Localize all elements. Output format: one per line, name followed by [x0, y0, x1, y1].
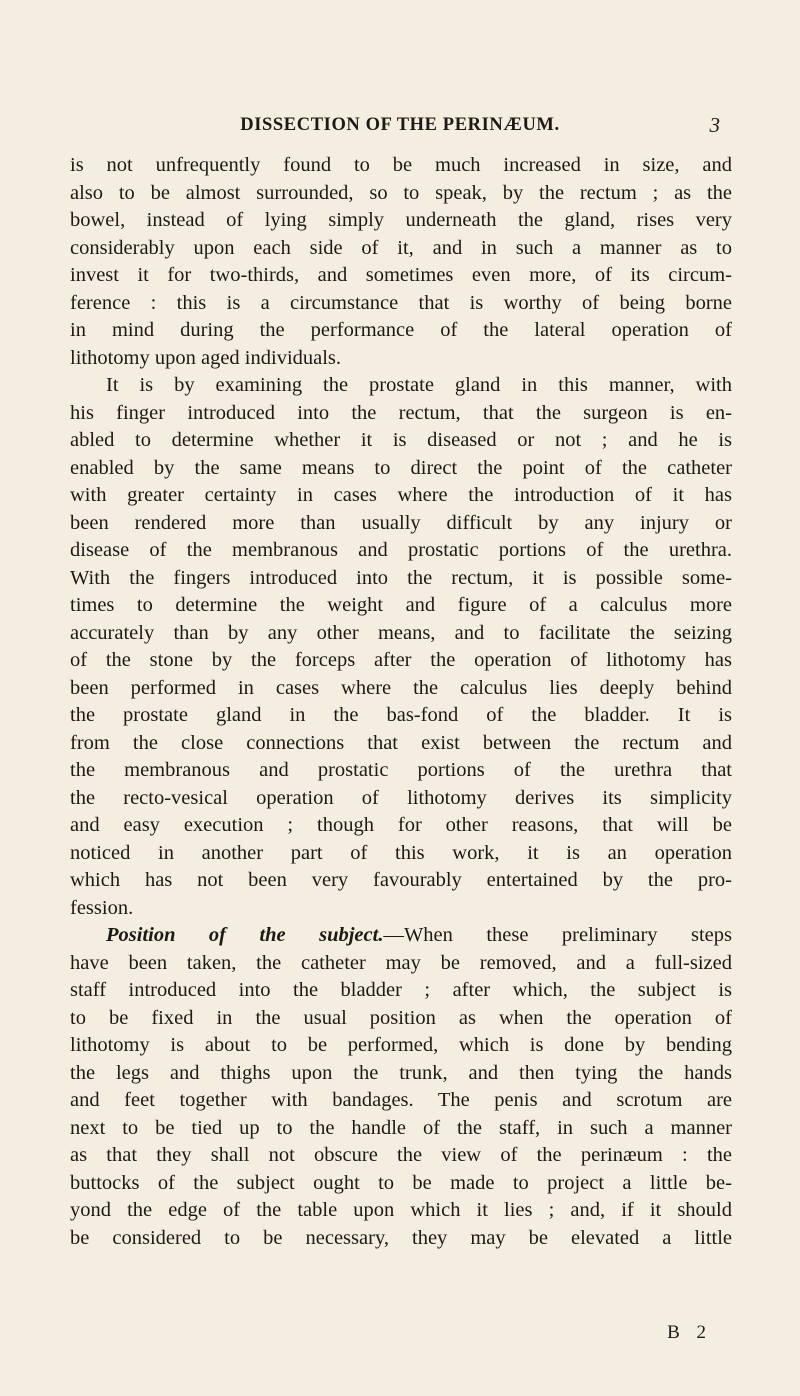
text-line: bowel, instead of lying simply underneath the gland, rises very — [70, 209, 732, 231]
text-line: his finger introduced into the rectum, that the surgeon is en- — [70, 401, 732, 424]
text-line: next to be tied up to the handle of the staff, in such a manner — [70, 1116, 732, 1139]
text-line: With the fingers introduced into the rectum, it is possible some- — [70, 566, 732, 589]
text-line: and feet together with bandages. The penis and scrotum are — [70, 1089, 732, 1111]
text-line: is not unfrequently found to be much increased in size, and — [70, 154, 732, 176]
text-line: invest it for two-thirds, and sometimes even more, of its circum- — [70, 264, 732, 286]
text-line: in mind during the performance of the lateral operation of — [70, 319, 732, 341]
text-line: considerably upon each side of it, and in such a manner as to — [70, 236, 732, 259]
text-line: lithotomy is about to be performed, which is done by bending — [70, 1034, 732, 1056]
text-line: disease of the membranous and prostatic portions of the urethra. — [70, 539, 732, 561]
text-line: also to be almost surrounded, so to speak, by the rectum ; as the — [70, 181, 732, 204]
text-line: fession. — [70, 896, 134, 919]
text-line: noticed in another part of this work, it is an operation — [70, 841, 732, 864]
text-line: and easy execution ; though for other reasons, that will be — [70, 814, 732, 836]
text-line: It is by examining the prostate gland in this manner, with — [106, 374, 732, 396]
signature-mark: B 2 — [667, 1322, 712, 1343]
text-line: abled to determine whether it is diseased or not ; and he is — [70, 429, 732, 451]
text-line: been performed in cases where the calculus lies deeply behind — [70, 676, 732, 699]
text-line: lithotomy upon aged individuals. — [70, 346, 342, 369]
text-line: as that they shall not obscure the view of the perinæum : the — [70, 1144, 732, 1166]
text-line: buttocks of the subject ought to be made to project a little be- — [70, 1171, 732, 1194]
text-line: to be fixed in the usual position as when the operation of — [70, 1006, 732, 1029]
text-line: of the stone by the forceps after the operation of lithotomy has — [70, 649, 732, 671]
text-line: accurately than by any other means, and to facilitate the seizing — [70, 621, 732, 644]
text-line: the recto-vesical operation of lithotomy derives its simplicity — [70, 786, 732, 809]
page-number: 3 — [709, 113, 720, 137]
text-line: enabled by the same means to direct the point of the catheter — [70, 456, 732, 479]
text-line: yond the edge of the table upon which it lies ; and, if it should — [70, 1199, 732, 1221]
text-line: which has not been very favourably entertained by the pro- — [70, 869, 732, 891]
text-line: the prostate gland in the bas-fond of the bladder. It is — [70, 704, 732, 726]
text-line: ference : this is a circumstance that is worthy of being borne — [70, 291, 732, 314]
section-first-line-rest: —When these preliminary steps — [383, 924, 732, 946]
text-line: have been taken, the catheter may be removed, and a full-sized — [70, 951, 732, 974]
text-line: staff introduced into the bladder ; after which, the subject is — [70, 979, 732, 1001]
text-line: the membranous and prostatic portions of the urethra that — [70, 759, 732, 781]
body-text — [70, 152, 732, 1252]
page-header — [80, 115, 720, 141]
text-line: with greater certainty in cases where the introduction of it has — [70, 484, 732, 506]
section-heading: Position of the subject. — [106, 924, 384, 946]
text-line: times to determine the weight and figure of a calculus more — [70, 594, 732, 616]
text-line: the legs and thighs upon the trunk, and then tying the hands — [70, 1061, 732, 1084]
section-first-line — [70, 922, 732, 950]
text-line: been rendered more than usually difficult by any injury or — [70, 511, 732, 534]
running-title: DISSECTION OF THE PERINÆUM. — [240, 115, 560, 135]
text-line: be considered to be necessary, they may be elevated a little — [70, 1226, 732, 1249]
text-line: from the close connections that exist between the rectum and — [70, 731, 732, 754]
